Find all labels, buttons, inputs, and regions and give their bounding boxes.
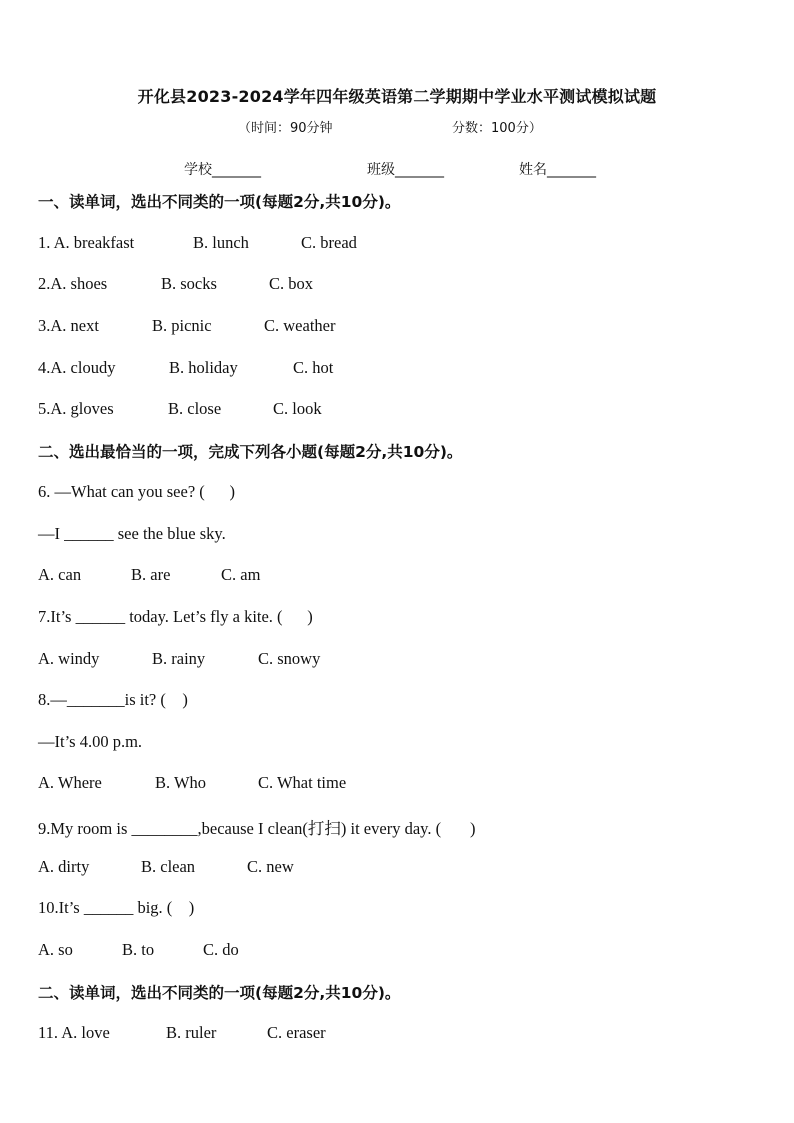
q7-stem: 7.It’s ______ today. Let’s fly a kite. ( ) [38, 607, 313, 626]
q10-option-a: A. so [38, 940, 73, 959]
q8-option-c: C. What time [258, 773, 347, 792]
q1-option-a: 1. A. breakfast [38, 233, 135, 252]
q3-option-c: C. weather [264, 316, 336, 335]
q4-option-c: C. hot [293, 358, 334, 377]
page-title: 开化县2023-2024学年四年级英语第二学期期中学业水平测试模拟试题 [137, 87, 657, 106]
q1-option-b: B. lunch [193, 233, 249, 252]
exam-time: （时间：90分钟 [238, 121, 333, 136]
q9-stem: 9.My room is ________,because I clean(打扫) it every day. ( ) [38, 819, 476, 838]
q2-option-a: 2.A. shoes [38, 274, 108, 293]
q1-option-c: C. bread [301, 233, 357, 252]
q9-option-a: A. dirty [38, 857, 90, 876]
q5-option-c: C. look [273, 399, 322, 418]
q2-option-c: C. box [269, 274, 314, 293]
q10-option-c: C. do [203, 940, 239, 959]
q9-option-b: B. clean [141, 857, 196, 876]
exam-score: 分数：100分） [452, 121, 542, 136]
school-field: 学校_______ [184, 162, 261, 178]
q3-option-a: 3.A. next [38, 316, 99, 335]
section-heading-2: 二、选出最恰当的一项，完成下列各小题(每题2分,共10分)。 [38, 443, 463, 461]
q11-option-b: B. ruler [166, 1023, 217, 1042]
q6-option-a: A. can [38, 565, 82, 584]
q6-stem: 6. —What can you see? ( ) [38, 482, 236, 501]
q11-option-a: 11. A. love [38, 1023, 110, 1042]
q4-option-a: 4.A. cloudy [38, 358, 116, 377]
q5-option-b: B. close [168, 399, 222, 418]
q6-option-b: B. are [131, 565, 171, 584]
q6-option-c: C. am [221, 565, 261, 584]
q2-option-b: B. socks [161, 274, 217, 293]
name-field: 姓名_______ [519, 162, 596, 178]
q8-option-a: A. Where [38, 773, 102, 792]
q10-stem: 10.It’s ______ big. ( ) [38, 898, 195, 917]
q6-answer-line: —I ______ see the blue sky. [38, 524, 226, 543]
q7-option-c: C. snowy [258, 649, 321, 668]
section-heading-1: 一、读单词，选出不同类的一项(每题2分,共10分)。 [38, 193, 401, 211]
q3-option-b: B. picnic [152, 316, 212, 335]
q8-stem: 8.—_______is it? ( ) [38, 690, 188, 709]
q4-option-b: B. holiday [169, 358, 238, 377]
q5-option-a: 5.A. gloves [38, 399, 114, 418]
section-heading-3: 二、读单词，选出不同类的一项(每题2分,共10分)。 [38, 984, 401, 1002]
q7-option-b: B. rainy [152, 649, 206, 668]
q8-option-b: B. Who [155, 773, 207, 792]
q9-option-c: C. new [247, 857, 294, 876]
q7-option-a: A. windy [38, 649, 100, 668]
q10-option-b: B. to [122, 940, 155, 959]
class-field: 班级_______ [367, 162, 444, 178]
q11-option-c: C. eraser [267, 1023, 326, 1042]
q8-answer-line: —It’s 4.00 p.m. [38, 732, 143, 751]
